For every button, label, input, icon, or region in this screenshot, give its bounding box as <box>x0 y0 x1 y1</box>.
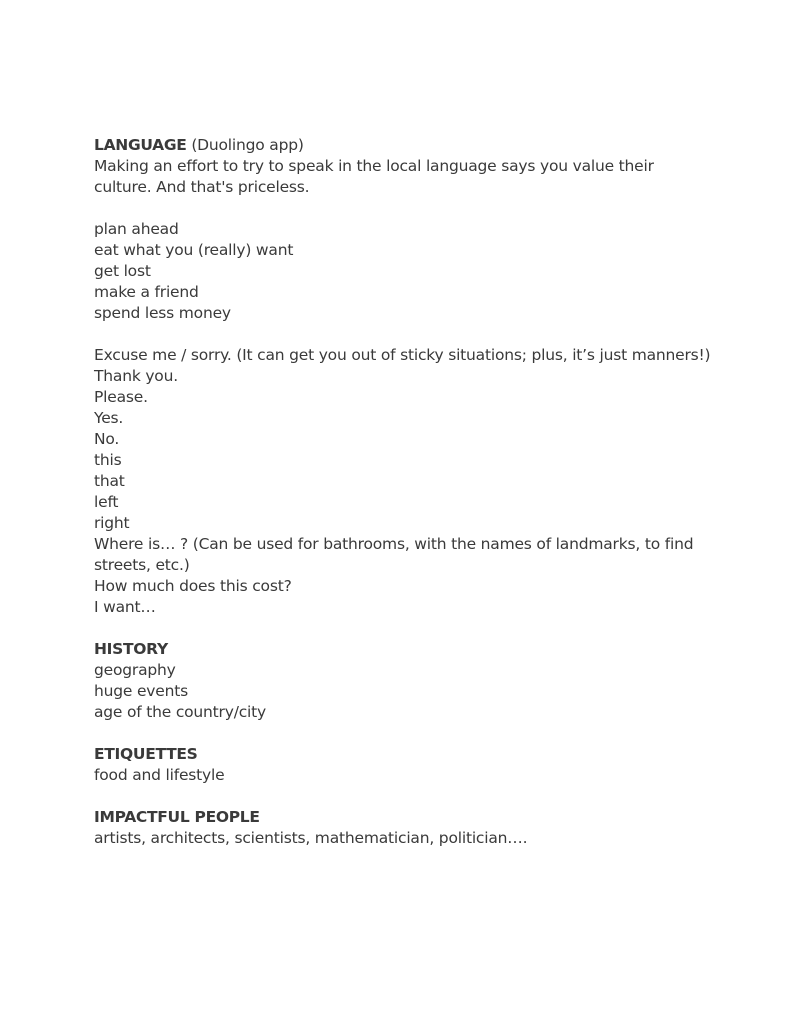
history-item: age of the country/city <box>94 703 267 721</box>
spacer <box>94 324 734 345</box>
history-heading: HISTORY <box>94 640 168 658</box>
language-phrase: that <box>94 472 125 490</box>
language-phrase: this <box>94 451 122 469</box>
etiquettes-heading: ETIQUETTES <box>94 745 198 763</box>
language-intro: Making an effort to try to speak in the local language says you value their culture. And that's priceless. <box>94 157 654 196</box>
language-phrase: Yes. <box>94 409 124 427</box>
history-item: huge events <box>94 682 188 700</box>
language-phrase: I want… <box>94 598 156 616</box>
etiquettes-item: food and lifestyle <box>94 766 225 784</box>
language-phrase: Please. <box>94 388 148 406</box>
language-heading: LANGUAGE <box>94 136 187 154</box>
language-tip: eat what you (really) want <box>94 241 294 259</box>
language-tip: make a friend <box>94 283 199 301</box>
language-phrase: How much does this cost? <box>94 577 292 595</box>
language-heading-line <box>94 135 734 156</box>
language-tip: get lost <box>94 262 151 280</box>
language-phrase: Excuse me / sorry. (It can get you out of sticky situations; plus, it’s just manners!) <box>94 346 711 364</box>
language-phrase: Thank you. <box>94 367 178 385</box>
spacer <box>94 198 734 219</box>
language-tip: spend less money <box>94 304 231 322</box>
impactful-people-heading: IMPACTFUL PEOPLE <box>94 808 260 826</box>
spacer <box>94 723 734 744</box>
language-phrase: right <box>94 514 130 532</box>
language-phrase: left <box>94 493 119 511</box>
history-item: geography <box>94 661 176 679</box>
spacer <box>94 618 734 639</box>
language-phrase: No. <box>94 430 120 448</box>
language-subtitle: (Duolingo app) <box>186 136 304 154</box>
spacer <box>94 786 734 807</box>
language-tip: plan ahead <box>94 220 179 238</box>
impactful-people-item: artists, architects, scientists, mathematician, politician…. <box>94 829 528 847</box>
document-page <box>94 135 734 849</box>
language-phrase: Where is… ? (Can be used for bathrooms, with the names of landmarks, to find streets, etc.) <box>94 535 694 574</box>
